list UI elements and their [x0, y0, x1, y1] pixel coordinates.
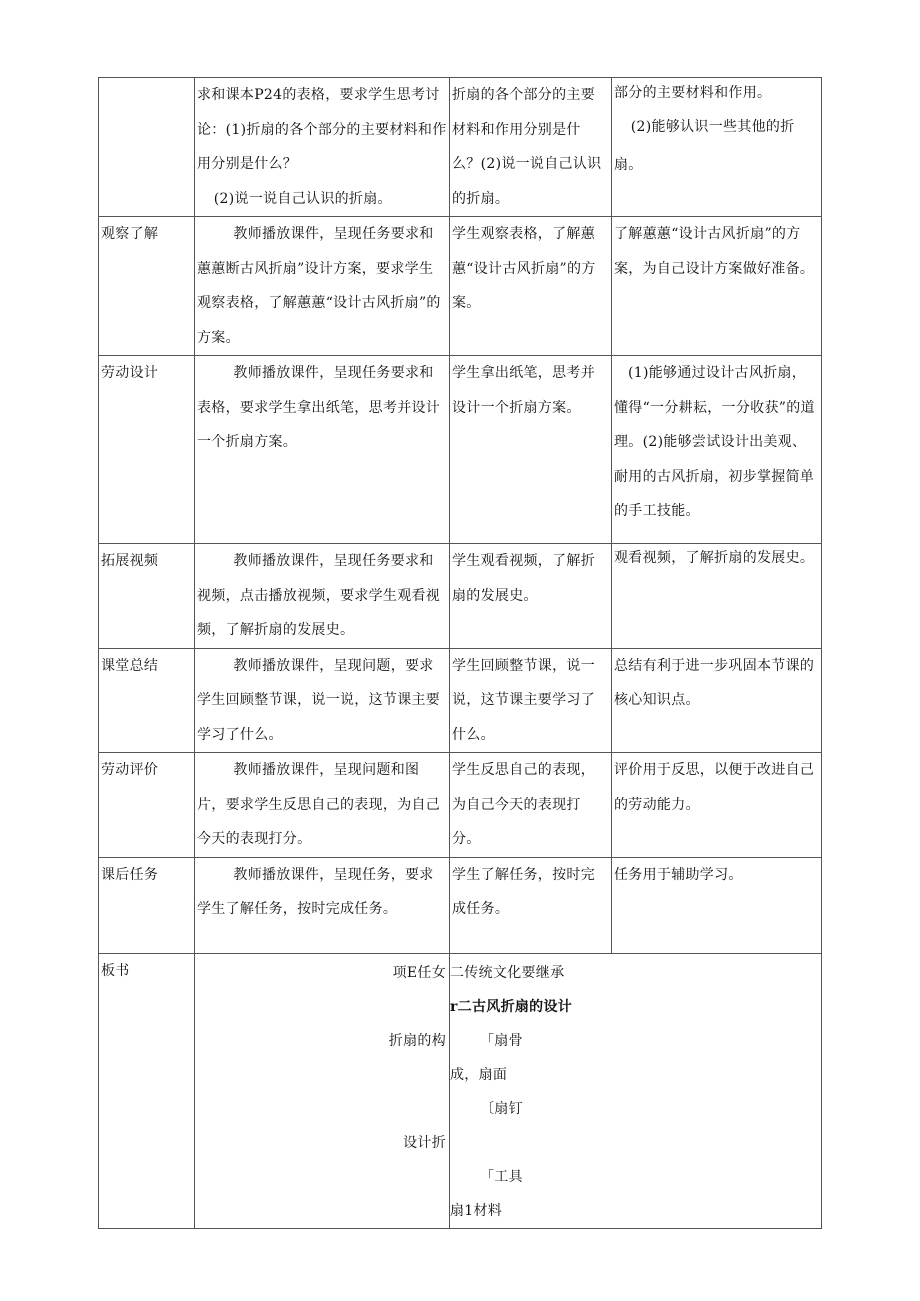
- student-activity-cell: 学生拿出纸笔，思考并设计一个折扇方案。: [450, 356, 612, 544]
- board-right-line: 二传统文化要继承: [450, 964, 565, 981]
- teacher-activity-cell: 教师播放课件，呈现任务，要求学生了解任务，按时完成任务。: [195, 857, 450, 953]
- teacher-activity-cell: 教师播放课件，呈现问题，要求学生回顾整节课，说一说，这节课主要学习了什么。: [195, 648, 450, 753]
- board-left-line: [197, 1092, 446, 1126]
- row-label: 课堂总结: [99, 648, 195, 753]
- design-intent-text-2: (2)能够认识一些其他的折扇。: [614, 119, 795, 173]
- student-activity-cell: 折扇的各个部分的主要材料和作用分别是什么？(2)说一说自己认识的折扇。: [450, 78, 612, 217]
- table-row: [99, 857, 822, 953]
- row-label: 课后任务: [99, 857, 195, 953]
- design-intent-cell: 评价用于反思，以便于改进自己的劳动能力。: [612, 753, 822, 858]
- board-right-line: r二古风折扇的设计: [450, 998, 573, 1015]
- student-activity-cell: 学生回顾整节课，说一说，这节课主要学习了什么。: [450, 648, 612, 753]
- lesson-plan-table: [98, 77, 822, 1229]
- design-intent-cell: 了解蕙蕙“设计古风折扇”的方案，为自己设计方案做好准备。: [612, 217, 822, 356]
- board-right-line: [450, 1126, 819, 1160]
- board-left-line: [197, 1058, 446, 1092]
- board-left-line: [197, 1160, 446, 1194]
- teacher-activity-cell: 教师播放课件，呈现任务要求和蕙蕙断古风折扇”设计方案，要求学生观察表格，了解蕙蕙“设计古风折扇”的方案。: [195, 217, 450, 356]
- design-intent-cell: 观看视频，了解折扇的发展史。: [612, 544, 822, 649]
- table-row: [99, 648, 822, 753]
- table-row: [99, 544, 822, 649]
- teacher-activity-cell: 教师播放课件，呈现任务要求和表格，要求学生拿出纸笔，思考并设计一个折扇方案。: [195, 356, 450, 544]
- board-right-line: 「扇骨: [480, 1032, 523, 1049]
- row-label: 劳动设计: [99, 356, 195, 544]
- row-label: 拓展视频: [99, 544, 195, 649]
- table-row: [99, 356, 822, 544]
- student-activity-cell: 学生了解任务，按时完成任务。: [450, 857, 612, 953]
- board-left-line: 项E任女: [392, 964, 446, 981]
- design-intent-cell: (1)能够通过设计古风折扇，懂得“一分耕耘，一分收获”的道理。(2)能够尝试设计出美观、耐用的古风折扇，初步掌握简单的手工技能。: [612, 356, 822, 544]
- design-intent-text: 部分的主要材料和作用。: [614, 85, 772, 101]
- table-row: [99, 217, 822, 356]
- teacher-activity-text: 求和课本P24的表格，要求学生思考讨论：(1)折扇的各个部分的主要材料和作用分别是什么？: [197, 87, 447, 172]
- board-left-line: [197, 990, 446, 1024]
- board-right-line: 「工具: [480, 1168, 523, 1185]
- teacher-activity-text-2: (2)说一说自己认识的折扇。: [213, 190, 392, 207]
- teacher-activity-cell: [195, 78, 450, 217]
- board-right-line: 成，扇面: [450, 1066, 508, 1083]
- row-label: [99, 78, 195, 217]
- table-row: [99, 753, 822, 858]
- student-activity-cell: 学生反思自己的表现，为自己今天的表现打分。: [450, 753, 612, 858]
- row-label: 劳动评价: [99, 753, 195, 858]
- teacher-activity-cell: 教师播放课件，呈现问题和图片，要求学生反思自己的表现，为自己今天的表现打分。: [195, 753, 450, 858]
- student-activity-cell: 学生观看视频，了解折扇的发展史。: [450, 544, 612, 649]
- board-left-line: 折扇的构: [388, 1032, 446, 1049]
- teacher-activity-cell: 教师播放课件，呈现任务要求和视频，点击播放视频，要求学生观看视频，了解折扇的发展史。: [195, 544, 450, 649]
- row-label: 观察了解: [99, 217, 195, 356]
- board-left-line: [197, 1194, 446, 1228]
- board-right-line: 〔扇钉: [480, 1100, 523, 1117]
- board-right-cell: [450, 953, 822, 1228]
- design-intent-cell: 任务用于辅助学习。: [612, 857, 822, 953]
- student-activity-cell: 学生观察表格，了解蕙蕙“设计古风折扇”的方案。: [450, 217, 612, 356]
- design-intent-cell: [612, 78, 822, 217]
- board-label: 板书: [99, 953, 195, 1228]
- board-left-line: 设计折: [403, 1134, 446, 1151]
- table-row: [99, 78, 822, 217]
- board-left-cell: [195, 953, 450, 1228]
- board-row: [99, 953, 822, 1228]
- board-right-line: 扇1材料: [450, 1202, 503, 1219]
- design-intent-cell: 总结有利于进一步巩固本节课的核心知识点。: [612, 648, 822, 753]
